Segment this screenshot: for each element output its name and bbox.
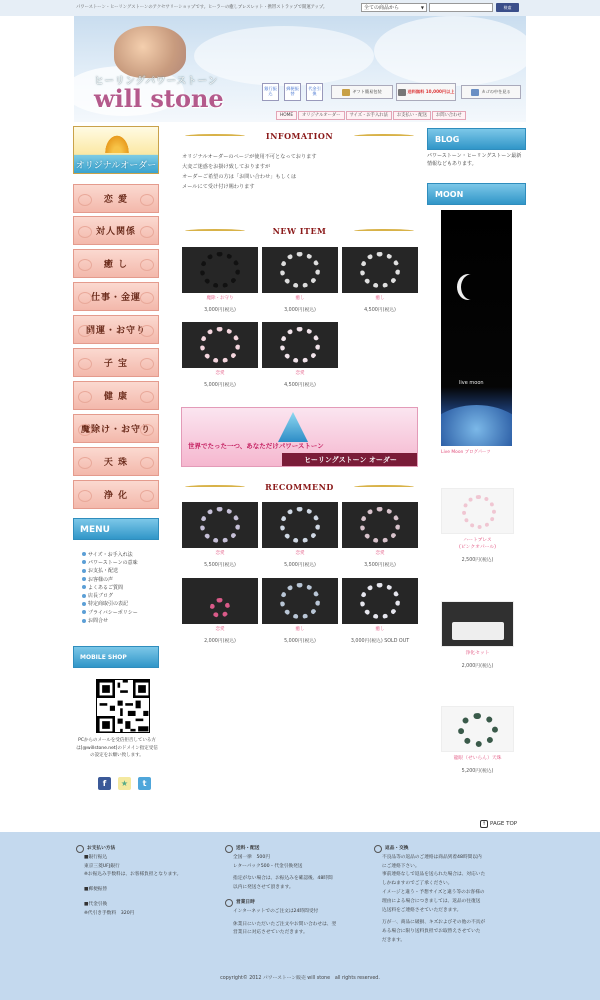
menu-heading: MENU (73, 518, 159, 540)
shipping-title: 送料・配送 (225, 845, 365, 854)
qr-code-graphic (97, 680, 150, 733)
menu-item-legal[interactable] (82, 600, 162, 608)
info-line: オリジナルオーダーのページが使用不可となっております (182, 154, 317, 160)
footer-line: イメージと違う・予想サイズと違う等のお客様の (382, 889, 485, 895)
product-price: 2,500円(税込) (461, 558, 494, 563)
product-image[interactable] (342, 247, 418, 293)
product-image[interactable] (342, 502, 418, 548)
side-product-card[interactable] (441, 488, 514, 563)
bracelet-image (360, 252, 400, 288)
mobile-email-note: PCからのメールを受信拒否している方は[@willstone.net]のドメイン指定受信の設定をお願い致します。 (76, 738, 158, 758)
bookmark-icon[interactable]: ★ (118, 777, 131, 790)
nav-original-order[interactable]: オリジナルオーダー (298, 111, 344, 120)
footer-line: ■代金引換 (84, 901, 108, 907)
product-price: 2,000円(税込) (204, 639, 236, 644)
strap-image (210, 598, 230, 618)
footer-shipping (225, 845, 365, 938)
search-input[interactable] (429, 3, 493, 12)
category-purification[interactable] (73, 480, 159, 509)
facebook-icon[interactable]: f (98, 777, 111, 790)
product-price: 3,000円(税込) SOLD OUT (350, 639, 410, 644)
ornament-right (354, 485, 414, 489)
bullet-icon (82, 577, 86, 581)
category-label: 開運・お守り (85, 326, 146, 336)
info-line: メールにて受け付け賜わります (182, 184, 255, 190)
info-line: 大変ご迷惑をお掛け致しておりますが (182, 164, 271, 170)
badge-postal-transfer: 郵便振替 (284, 83, 301, 101)
banner-order-label: ヒーリングストーン オーダー (282, 453, 418, 467)
bracelet-image (280, 507, 320, 543)
bracelet-image (360, 583, 400, 619)
blog-text: パワーストーン・ヒーリングストーン最新情報などもあります。 (427, 153, 522, 167)
product-image[interactable] (182, 502, 258, 548)
live-moon-widget[interactable] (441, 210, 512, 446)
badge-bank-transfer: 銀行振込 (262, 83, 279, 101)
earth-image (441, 405, 512, 446)
menu-item-label: 店長ブログ (88, 593, 114, 600)
product-name[interactable]: 癒し (375, 627, 385, 632)
product-price: 4,500円(税込) (284, 383, 316, 388)
search-select-value: 全ての商品から (364, 5, 400, 11)
lotus-icon (102, 131, 132, 153)
twitter-icon[interactable]: t (138, 777, 151, 790)
bullet-icon (82, 602, 86, 606)
ornament-right (354, 134, 414, 138)
product-image[interactable] (441, 601, 514, 647)
footer-line: 以内に発送させて頂きます。 (233, 885, 294, 891)
ornament-right (354, 229, 414, 233)
search-button[interactable]: 検索 (496, 3, 519, 12)
original-order-box (73, 126, 159, 174)
site-header (74, 16, 526, 122)
bracelet-image (462, 495, 496, 529)
new-item-card[interactable] (262, 322, 338, 388)
truck-icon (398, 89, 406, 96)
arrow-up-icon: ↑ (481, 821, 487, 827)
category-label: 仕事・金運 (90, 293, 141, 303)
logo[interactable]: will stone (94, 84, 224, 113)
nav-home[interactable]: HOME (276, 111, 297, 120)
bracelet-image (280, 583, 320, 619)
recommend-card[interactable] (342, 502, 418, 568)
menu-item-label: お支払・配送 (88, 568, 119, 575)
product-price: 5,000円(税込) (204, 383, 236, 388)
menu-item-stone-meaning[interactable] (82, 558, 162, 566)
new-item-heading (181, 222, 418, 240)
banner-message: 世界でたった一つ、あなただけパワーストーン (188, 442, 324, 450)
original-order-banner[interactable] (73, 126, 159, 174)
category-label: 恋 愛 (103, 195, 129, 205)
menu-item-contact[interactable] (82, 616, 162, 624)
menu-item-label: お問合せ (88, 618, 109, 625)
gift-label: ギフト簡易包装 (352, 89, 382, 94)
info-text (182, 152, 418, 192)
recommend-title: RECOMMEND (265, 482, 334, 492)
hours-title: 営業日時 (225, 899, 365, 908)
product-name[interactable]: ハートブレス (ピンクオパール) (458, 538, 497, 550)
footer-line: インターネットでのご注文は24時間受付 (233, 908, 319, 914)
footer-returns (374, 845, 519, 946)
category-label: 癒 し (103, 260, 129, 270)
menu-item-privacy[interactable] (82, 608, 162, 616)
cloud-decoration (194, 26, 374, 86)
product-price: 4,500円(税込) (364, 308, 396, 313)
recommend-card[interactable] (182, 502, 258, 568)
crystal-image (278, 412, 308, 442)
menu-item-blog[interactable] (82, 591, 162, 599)
product-image[interactable] (441, 488, 514, 534)
free-shipping-label: 送料無料 10,000円以上 (407, 89, 455, 94)
bullet-icon (82, 610, 86, 614)
product-image[interactable] (262, 322, 338, 368)
menu-item-label: お客様の声 (88, 576, 114, 583)
new-item-title: NEW ITEM (272, 226, 327, 236)
wing-decoration (374, 16, 526, 86)
site-tagline: パワーストーン・ヒーリングストーンのアクセサリーショップです。ヒーラーの癒しブレスレット・携帯ストラップで開運アップ。 (76, 5, 328, 10)
product-price: 3,000円(税込) (284, 308, 316, 313)
footer-line: レターパック500・代金引換発送 (233, 863, 303, 869)
product-name[interactable]: 龍眼（せいらん）天珠 (453, 756, 502, 761)
product-name[interactable]: 癒し (295, 296, 305, 301)
logo-japanese: ヒーリングパワーストーン (94, 76, 219, 87)
product-price: 5,000円(税込) (284, 563, 316, 568)
bracelet-image (360, 507, 400, 543)
bullet-icon (82, 569, 86, 573)
menu-list (82, 550, 162, 625)
product-price: 3,500円(税込) (364, 563, 396, 568)
copyright: copyright© 2012 パワーストーン販売 will stone all rights reserved. (220, 976, 380, 981)
menu-item-size-care[interactable] (82, 550, 162, 558)
chevron-down-icon: ▼ (420, 5, 424, 10)
page-top-link[interactable] (480, 820, 517, 828)
view-cart-button[interactable] (461, 85, 521, 99)
info-line: オーダーご希望の方は「お問い合わせ」もしくは (182, 174, 297, 180)
info-heading (181, 127, 418, 145)
nav-contact[interactable]: お問い合わせ (432, 111, 466, 120)
side-product-card[interactable] (441, 601, 514, 669)
ornament-left (185, 134, 245, 138)
category-protection[interactable] (73, 414, 159, 443)
footer-line: しかねますのでご了承ください。 (382, 881, 453, 887)
badge-cod: 代金引換 (306, 83, 323, 101)
footer-line: ■郵便振替 (84, 887, 108, 893)
category-label: 浄 化 (103, 491, 129, 501)
footer-line: 指定がない場合は、お振込みを確認後、48時間 (233, 876, 333, 882)
angel-image (114, 26, 186, 78)
product-price: 5,000円(税込) (284, 639, 316, 644)
menu-item-label: プライバシーポリシー (88, 609, 138, 616)
bullet-icon (82, 552, 86, 556)
recommend-card[interactable] (262, 502, 338, 568)
product-image[interactable] (182, 247, 258, 293)
bullet-icon (82, 560, 86, 564)
product-image[interactable] (262, 578, 338, 624)
bracelet-image (200, 507, 240, 543)
category-label: 魔除け・お守り (80, 425, 151, 435)
category-label: 天 珠 (103, 458, 129, 468)
side-product-card[interactable] (441, 706, 514, 774)
footer-line: 東京三菱UFJ銀行 (84, 863, 120, 869)
payment-title: お支払い方法 (76, 845, 216, 854)
product-name[interactable]: 癒し (295, 627, 305, 632)
category-fertility[interactable] (73, 348, 159, 377)
category-luck-amulet[interactable] (73, 315, 159, 344)
menu-item-faq[interactable] (82, 583, 162, 591)
menu-item-label: パワーストーンの意味 (88, 559, 138, 566)
category-list (73, 184, 159, 514)
original-order-label: オリジナルオーダー (75, 161, 157, 171)
mobile-shop-heading: MOBILE SHOP (73, 646, 159, 668)
category-label: 対人関係 (95, 227, 136, 237)
ornament-left (185, 485, 245, 489)
gift-icon (342, 89, 350, 96)
product-image[interactable] (182, 322, 258, 368)
footer-line: だきます。 (382, 937, 406, 943)
page-top-label: PAGE TOP (490, 821, 518, 827)
recommend-heading (181, 478, 418, 496)
product-name[interactable]: 恋愛 (295, 371, 305, 376)
footer-payment (76, 845, 216, 919)
footer-line: 休業日にいただいたご注文やお問い合わせは、翌 (233, 921, 337, 927)
menu-item-label: よくあるご質問 (88, 584, 124, 591)
recommend-card[interactable] (342, 578, 418, 644)
moon-heading: MOON (427, 183, 526, 205)
blog-heading[interactable]: BLOG (427, 128, 526, 150)
product-name[interactable]: 恋愛 (375, 551, 385, 556)
new-item-card[interactable] (342, 247, 418, 313)
product-price: 5,500円(税込) (204, 563, 236, 568)
footer-line: にご連絡下さい。 (382, 863, 420, 869)
bullet-icon (82, 594, 86, 598)
category-love[interactable] (73, 184, 159, 213)
search-category-select[interactable] (361, 3, 427, 12)
footer-line: ■銀行振込 (84, 854, 108, 860)
footer-line: 理由による場合につきましては、返品の往復送 (382, 898, 481, 904)
crystal-set-image (452, 622, 504, 640)
category-health[interactable] (73, 381, 159, 410)
category-work-money[interactable] (73, 282, 159, 311)
footer-line: 事前連絡なしで返品を送られた場合は、対応いた (382, 872, 486, 878)
footer-line: ※お振込み手数料は、お客様負担となります。 (84, 872, 182, 878)
product-name[interactable]: 恋愛 (215, 627, 225, 632)
category-label: 子 宝 (103, 359, 129, 369)
category-dzi-bead[interactable] (73, 447, 159, 476)
global-nav (276, 111, 466, 120)
qr-code (96, 679, 150, 733)
bracelet-image (200, 252, 240, 288)
menu-item-label: 特定商取引の表記 (88, 601, 129, 608)
info-title: INFOMATION (265, 131, 334, 141)
live-moon-caption[interactable]: Live Moon ブログパーツ (441, 450, 491, 455)
product-price: 5,200円(税込) (461, 769, 494, 774)
cart-icon (471, 89, 479, 96)
product-name[interactable]: 恋愛 (295, 551, 305, 556)
returns-title: 返品・交換 (374, 845, 519, 854)
menu-item-reviews[interactable] (82, 575, 162, 583)
product-image[interactable] (262, 247, 338, 293)
product-image[interactable] (441, 706, 514, 752)
category-label: 健 康 (103, 392, 129, 402)
original-order-promo-banner[interactable] (181, 407, 418, 467)
product-name[interactable]: 恋愛 (215, 371, 225, 376)
bracelet-image (200, 327, 240, 363)
live-moon-label: live moon (459, 380, 484, 386)
ornament-left (185, 229, 245, 233)
category-healing[interactable] (73, 249, 159, 278)
product-price: 3,000円(税込) (204, 308, 236, 313)
footer-line: 万が一、商品に破損、キズおよびその他の不具が (382, 920, 486, 926)
bullet-icon (82, 585, 86, 589)
product-name[interactable]: 恋愛 (215, 551, 225, 556)
footer-line: 全国一律 500円 (233, 854, 271, 860)
product-image[interactable] (262, 502, 338, 548)
view-cart-label: カゴの中を見る (481, 89, 511, 94)
new-item-card[interactable] (182, 322, 258, 388)
product-name[interactable]: 癒し (375, 296, 385, 301)
footer-line: ※代引き手数料 320円 (84, 910, 135, 916)
product-name[interactable]: 魔除・お守り (206, 296, 234, 301)
new-item-card[interactable] (182, 247, 258, 313)
free-shipping-badge (396, 83, 456, 101)
nav-size-care[interactable]: サイズ・お手入れ法 (346, 111, 392, 120)
bracelet-image (280, 327, 320, 363)
recommend-card[interactable] (262, 578, 338, 644)
bullet-icon (82, 619, 86, 623)
menu-item-payment[interactable] (82, 567, 162, 575)
product-image[interactable] (182, 578, 258, 624)
product-name[interactable]: 浄化セット (465, 651, 490, 656)
product-image[interactable] (342, 578, 418, 624)
menu-item-label: サイズ・お手入れ法 (88, 551, 133, 558)
recommend-card[interactable] (182, 578, 258, 644)
product-price: 2,000円(税込) (461, 664, 494, 669)
footer-line: ある場合に限り送料負担でお取替えさせていた (382, 929, 481, 935)
nav-payment-shipping[interactable]: お支払い・配送 (393, 111, 431, 120)
moon-icon (461, 274, 483, 300)
bracelet-image (458, 713, 498, 747)
footer-line: 不良品等の返品のご連絡は商品到着48時間以内 (382, 854, 482, 860)
footer-line: 営業日に対応させていただきます。 (233, 930, 308, 936)
footer-line: 込送料をご連絡させていただきます。 (382, 907, 462, 913)
category-relationships[interactable] (73, 216, 159, 245)
bracelet-image (280, 252, 320, 288)
new-item-card[interactable] (262, 247, 338, 313)
gift-wrap-badge (331, 85, 393, 99)
